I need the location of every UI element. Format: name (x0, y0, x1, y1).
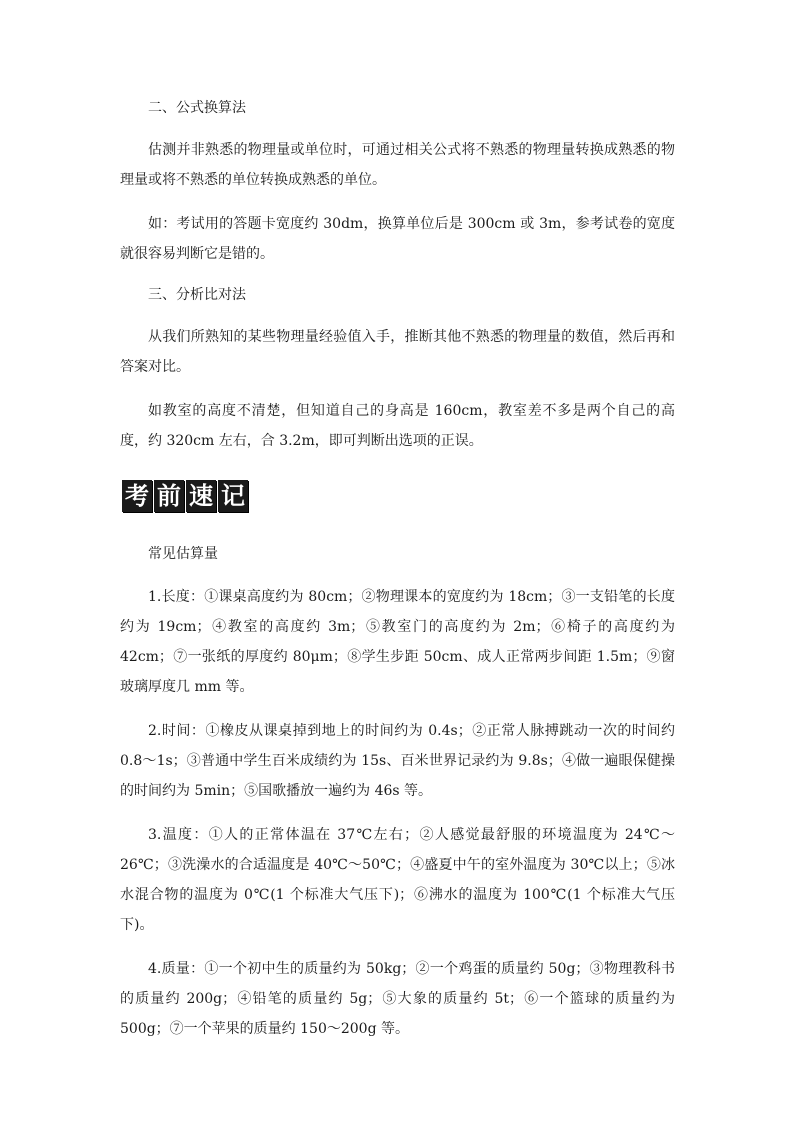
estimate-item-temperature: 3.温度：①人的正常体温在 37℃左右；②人感觉最舒服的环境温度为 24℃～26℃；③洗澡水的合适温度是 40℃～50℃；④盛夏中午的室外温度为 30℃以上；⑤冰水混合物的温度为 0℃(1 个标准大气压下)；⑥沸水的温度为 100℃(1 个标准大气压下)。 (120, 827, 675, 933)
paragraph: 如：考试用的答题卡宽度约 30dm，换算单位后是 300cm 或 3m，参考试卷的宽度就很容易判断它是错的。 (120, 216, 675, 262)
section-heading: 二、公式换算法 (148, 100, 246, 116)
section-heading: 三、分析比对法 (148, 287, 246, 303)
paragraph: 如教室的高度不清楚，但知道自己的身高是 160cm，教室差不多是两个自己的高度，约 320cm 左右，合 3.2m，即可判断出选项的正误。 (120, 403, 675, 449)
banner-char: 前 (154, 480, 184, 512)
estimate-item-mass: 4.质量：①一个初中生的质量约为 50kg；②一个鸡蛋的质量约 50g；③物理教科书的质量约 200g；④铅笔的质量约 5g；⑤大象的质量约 5t；⑥一个篮球的质量约为 500g；⑦一个苹果的质量约 150～200g 等。 (120, 961, 675, 1037)
paragraph: 从我们所熟知的某些物理量经验值入手，推断其他不熟悉的物理量的数值，然后再和答案对比。 (120, 329, 675, 375)
banner-char: 速 (186, 480, 216, 512)
exam-quick-review-banner (122, 480, 675, 512)
banner-char: 考 (122, 480, 152, 512)
paragraph: 估测并非熟悉的物理量或单位时，可通过相关公式将不熟悉的物理量转换成熟悉的物理量或将不熟悉的单位转换成熟悉的单位。 (120, 142, 675, 188)
document-content (120, 96, 675, 1058)
banner-char: 记 (218, 480, 248, 512)
estimate-item-time: 2.时间：①橡皮从课桌掉到地上的时间约为 0.4s；②正常人脉搏跳动一次的时间约 0.8～1s；③普通中学生百米成绩约为 15s、百米世界记录约为 9.8s；④做一遍眼保健操的时间约为 5min；⑤国歌播放一遍约为 46s 等。 (120, 723, 675, 799)
section-comparison-analysis (120, 283, 675, 456)
estimate-item-length: 1.长度：①课桌高度约为 80cm；②物理课本的宽度约为 18cm；③一支铅笔的长度约为 19cm；④教室的高度约 3m；⑤教室门的高度约为 2m；⑥椅子的高度约为 42cm；⑦一张纸的厚度约 80μm；⑧学生步距 50cm、成人正常两步间距 1.5m；⑨窗玻璃厚度几 mm 等。 (120, 589, 675, 695)
section-formula-conversion (120, 96, 675, 269)
section-common-estimates (120, 542, 675, 1044)
estimates-title: 常见估算量 (148, 546, 218, 562)
